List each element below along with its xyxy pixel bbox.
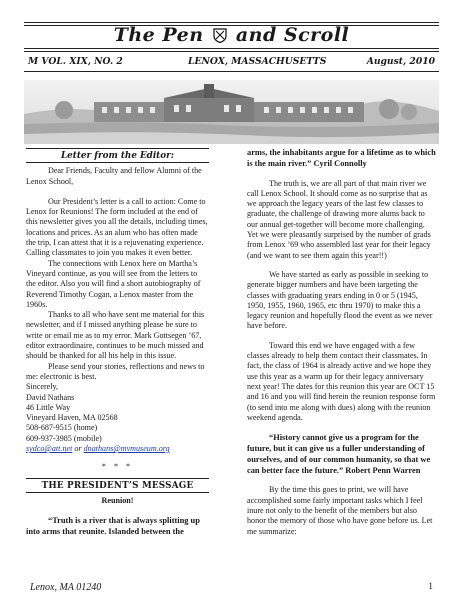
editor-signoff: Sincerely, (26, 382, 59, 392)
editor-name: David Nathans (26, 392, 75, 402)
email-link-mvmuseum[interactable]: dnathans@mvmuseum.org (83, 444, 170, 454)
issue-bar-rule (24, 71, 439, 72)
location-label: LENOX, MASSACHUSETTS (188, 56, 327, 67)
left-column (26, 148, 209, 538)
editor-paragraph-4: Please send your stories, reflections and news to me: electronic is best. (26, 361, 205, 381)
president-message-heading: THE PRESIDENT’S MESSAGE (26, 478, 209, 493)
school-building-photo (24, 80, 439, 144)
date-label: August, 2010 (366, 56, 435, 67)
editor-email-line (26, 444, 209, 454)
title-left: The Pen (113, 24, 204, 46)
masthead-top-rule (24, 22, 439, 23)
masthead-bottom-rule-thin (24, 51, 439, 52)
newsletter-title (0, 24, 463, 46)
email-or-text: or (72, 444, 84, 454)
email-link-sydco[interactable]: sydco@att.net (26, 444, 73, 454)
president-quote-start: “Truth is a river that is always splitting up into arms that reunite. Islanded between the (26, 516, 200, 536)
masthead-bottom-rule (24, 48, 439, 49)
president-subheading: Reunion! (101, 495, 134, 505)
editor-phone-home: 508-687-9515 (home) (26, 423, 98, 433)
president-paragraph-2: We have started as early as possible in seeking to generate bigger numbers and have been targeting the classes with graduating years ending in 0 or 5 (1945, 1950, 1955, 1960, 1965, etc thru 1970) to make this a legacy reunion and hopefully flood the event as we never have before. (247, 269, 433, 331)
editor-paragraph-2: The connections with Lenox here on Martha’s Vineyard continue, as you will see from the letters to the editor. Also you will find a short autobiography of Reverend Timothy Cogan, a Lenox master from the 1960s. (26, 258, 201, 309)
right-column (247, 148, 437, 537)
editor-phone-mobile: 609-937-3985 (mobile) (26, 433, 102, 443)
issue-bar (28, 56, 435, 70)
president-paragraph-1: The truth is, we are all part of that main river we call Lenox School. It should come as no surprise that as we approach the legacy years of the last few classes to graduate, the challenge of drawing more alums back to our annual get-together will become more challenging. Yet we were pleasantly surprised by the number of grads from Lenox ’69 who assembled last year for their legacy (and we want to see them again this year!!) (247, 178, 431, 260)
footer-location: Lenox, MA 01240 (30, 582, 102, 593)
editor-paragraph-3: Thanks to all who have sent me material for this newsletter, and if I missed anything please be sure to write or email me as to my error. Mark Gottsegen ’67, editor extraordinaire, continues to be much missed and should be thanked for all his help in this issue. (26, 310, 205, 361)
editor-address-line-1: 46 Little Way (26, 402, 71, 412)
president-paragraph-4: By the time this goes to print, we will have accomplished some fairly important tasks which I feel inure not only to the benefit of the members but also honor the memory of those who have gone before us. Let me summarize: (247, 485, 433, 536)
president-quote-end: arms, the inhabitants argue for a lifetime as to which is the main river.” Cyril Connolly (247, 148, 436, 168)
page-number: 1 (428, 582, 433, 592)
section-divider-stars: * * * (101, 462, 134, 472)
editor-salutation: Dear Friends, Faculty and fellow Alumni of the Lenox School, (26, 166, 202, 186)
editor-paragraph-1: Our President’s letter is a call to action: Come to Lenox for Reunions! The form included at the end of this newsletter gives you all the details, including times, locations and prices. As an alum who has often made the trip, I can attest that it is a rejuvenating experience. Calling classmates to join you makes it even better. (26, 196, 208, 258)
president-paragraph-3: Toward this end we have engaged with a few classes already to help them contact their classmates. In fact, the class of 1964 is already active and we hope they use this year as a warm up for their legacy anniversary next year! The dates for this reunion this year are OCT 15 and 16 and you will find herein the reunion response form (to send into me along with dues) along with the reunion weekend agenda. (247, 340, 436, 422)
volume-label: M VOL. XIX, NO. 2 (28, 56, 123, 67)
editor-letter-heading: Letter from the Editor: (26, 148, 209, 163)
title-right: and Scroll (235, 24, 350, 46)
editor-address-line-2: Vineyard Haven, MA 02568 (26, 413, 118, 423)
crest-icon (213, 28, 227, 43)
warren-quote: “History cannot give us a program for the future, but it can give us a fuller understanding of ourselves, and of our common humanity, so that we can better face the future.” Robert Penn Warren (247, 433, 431, 475)
